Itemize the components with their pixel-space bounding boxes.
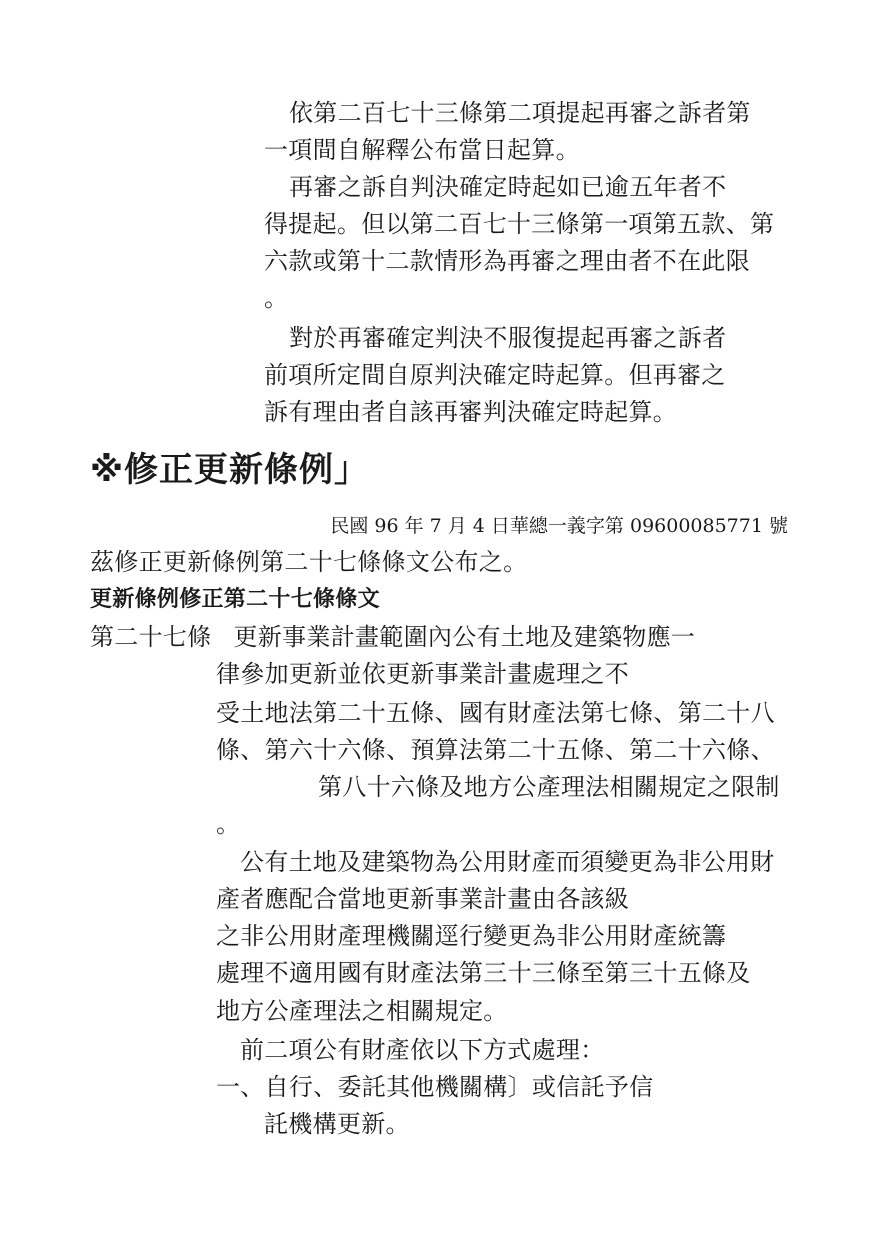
- article-line: 一、自行、委託其他機關構〕或信託予信: [216, 1073, 654, 1101]
- section-heading: ※修正更新條例」: [90, 450, 370, 490]
- article-line: 產者應配合當地更新事業計畫由各該級: [216, 885, 630, 913]
- text-line: 得提起。但以第二百七十三條第一項第五款、第: [264, 210, 775, 238]
- article-line: 前二項公有財產依以下方式處理：: [240, 1036, 605, 1064]
- text-line: 。: [264, 284, 289, 312]
- article-line: 受土地法第二十五條、國有財產法第七條、第二十八: [216, 699, 775, 727]
- article-line: 第八十六條及地方公產理法相關規定之限制: [318, 773, 780, 801]
- text-line: 前項所定間自原判決確定時起算。但再審之: [264, 361, 726, 389]
- text-line: 再審之訴自判決確定時起如已逾五年者不: [289, 173, 727, 201]
- article-first-line: [90, 621, 695, 653]
- article-line: 。: [216, 810, 241, 838]
- article-line: 地方公產理法之相關規定。: [216, 997, 508, 1025]
- text-line: 依第二百七十三條第二項提起再審之訴者第: [289, 99, 751, 127]
- article-line: 更新事業計畫範圍內公有土地及建築物應一: [233, 623, 696, 651]
- article-line: 之非公用財產理機關逕行變更為非公用財產統籌: [216, 922, 727, 950]
- article-subheading: 更新條例修正第二十七條條文: [90, 587, 380, 612]
- article-number: 第二十七條: [90, 623, 212, 651]
- article-line: 託機構更新。: [264, 1110, 410, 1138]
- article-line: 公有土地及建築物為公用財產而須變更為非公用財: [240, 848, 775, 876]
- promulgation-text: 茲修正更新條例第二十七條條文公布之。: [90, 548, 528, 576]
- article-line: 處理不適用國有財產法第三十三條至第三十五條及: [216, 959, 751, 987]
- article-line: 律參加更新並依更新事業計畫處理之不: [216, 660, 630, 688]
- text-line: 訴有理由者自該再審判決確定時起算。: [264, 398, 678, 426]
- text-line: 對於再審確定判決不服復提起再審之訴者: [289, 324, 727, 352]
- article-line: 條、第六十六條、預算法第二十五條、第二十六條、: [216, 736, 775, 764]
- text-line: 一項間自解釋公布當日起算。: [264, 136, 580, 164]
- text-line: 六款或第十二款情形為再審之理由者不在此限: [264, 247, 750, 275]
- dateline: 民國 96 年 7 月 4 日華總一義字第 09600085771 號: [330, 515, 788, 537]
